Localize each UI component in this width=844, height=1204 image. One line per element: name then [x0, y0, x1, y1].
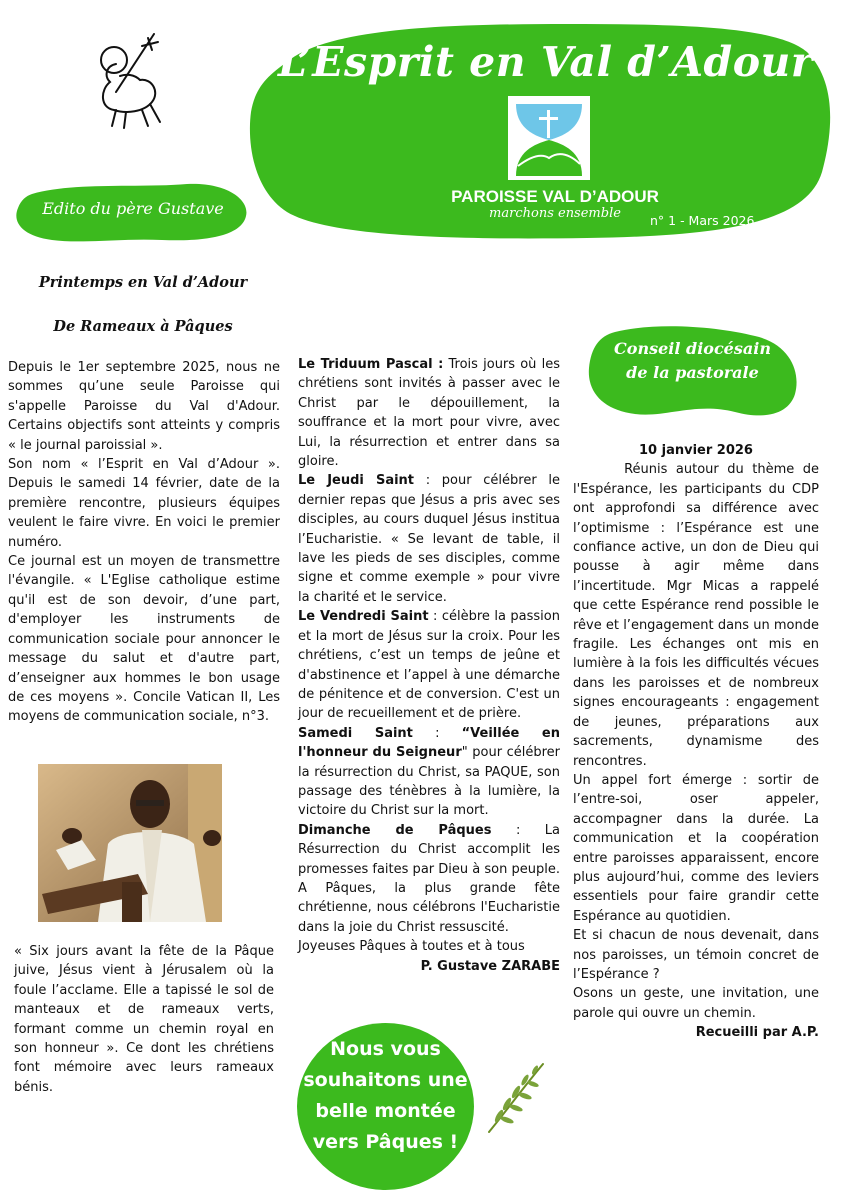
newsletter-title: L’Esprit en Val d’Adour: [278, 38, 813, 86]
edito-label: Edito du père Gustave: [42, 199, 224, 218]
vendredi-paragraph: [298, 607, 560, 723]
edito-paragraph-3: Ce journal est un moyen de transmettre l'évangile. « L'Eglise catholique estime qu'il est de son devoir, d’une part, d'employer les instruments de communication sociale pour annoncer le message du salut et d'autre part, d’enseigner aux hommes le bon usage de ces moyens ». Concile Vatican II, Les moyens de communication sociale, n°3.: [8, 554, 280, 725]
jeudi-paragraph: [298, 471, 560, 607]
vendredi-text: : célèbre la passion et la mort de Jésus sur la croix. Pour les chrétiens, c’est un temps de jeûne et d'abstinence et l’appel à une démarche de pénitence et de conversion. C'est un jour de recueillement et de prière.: [298, 609, 560, 722]
conseil-paragraph-1: Réunis autour du thème de l'Espérance, les participants du CDP ont approfondi sa différence avec l’optimisme : l’Espérance est une confiance active, un don de Dieu qui pousse à agir même dans l’incertitude. Mgr Micas a rappelé que cette Espérance rend possible le rêve et l’engagement dans un monde fragile. Les échanges ont mis en lumière à la fois les difficultés vécues dans les paroisses et de nombreux signes encourageants : engagement de jeunes, préparations aux sacrements, dynamisme des rencontres.: [573, 462, 824, 769]
conseil-paragraph-2: Un appel fort émerge : sortir de l’entre-soi, oser appeler, accompagner dans la durée. La communication et la coopération entre paroisses apparaissent, encore plus aujourd’hui, comme des leviers essentiels pour faire grandir cette Espérance au quotidien.: [573, 772, 819, 924]
samedi-label: Samedi Saint: [298, 725, 413, 741]
article-heading: Printemps en Val d’Adour: [38, 274, 248, 291]
column-conseil: [573, 441, 824, 1043]
triduum-paragraph: [298, 355, 560, 471]
column-rameaux: [14, 942, 274, 1097]
column-edito: [8, 358, 280, 727]
edito-signature: P. Gustave ZARABE: [420, 958, 560, 974]
dimanche-text: : La Résurrection du Christ accomplit les promesses faites par Dieu à son peuple. A Pâques, la plus grande fête chrétienne, nous célébrons l'Eucharistie dans la joie du Christ ressuscité.: [298, 822, 561, 935]
conseil-title-line2: de la pastorale: [626, 363, 759, 382]
palm-branch-icon: [483, 1058, 547, 1136]
parish-logo: [508, 96, 590, 180]
vendredi-label: Le Vendredi Saint: [298, 609, 429, 625]
samedi-text: " pour célébrer la résurrection du Christ, sa PAQUE, son passage des ténèbres à la lumière, la victoire du Christ sur la mort.: [298, 745, 560, 819]
issue-number: n° 1 - Mars 2026: [650, 213, 755, 228]
rameaux-paragraph: « Six jours avant la fête de la Pâque juive, Jésus vient à Jérusalem où la foule l’acclame. Elle a tapissé le sol de manteaux et de rameaux verts, formant comme un chemin royal en son honneur ». Ce dont les chrétiens font mémoire avec leurs rameaux bénis.: [14, 944, 274, 1095]
priest-photo: [38, 764, 222, 922]
edito-paragraph-2: Son nom « l’Esprit en Val d’Adour ». Depuis le samedi 14 février, date de la première rencontre, plusieurs équipes veulent le faire vivre. En voici le premier numéro.: [8, 457, 280, 550]
column-semaine-sainte: [298, 355, 560, 976]
triduum-text: Trois jours où les chrétiens sont invités à passer avec le Christ par le dépouillement, la souffrance et la mort pour vivre, avec Lui, la résurrection et entrer dans sa gloire.: [298, 357, 560, 470]
parish-motto: marchons ensemble: [489, 206, 621, 221]
edito-paragraph-1: Depuis le 1er septembre 2025, nous ne sommes qu’une seule Paroisse qui s'appelle Paroisse du Val d'Adour. Certains objectifs sont atteints y compris « le journal paroissial ».: [8, 360, 280, 453]
dimanche-label: Dimanche de Pâques: [298, 822, 492, 838]
triduum-label: Le Triduum Pascal :: [298, 357, 444, 372]
jeudi-label: Le Jeudi Saint: [298, 473, 415, 489]
conseil-paragraph-3: Et si chacun de nous devenait, dans nos paroisses, un témoin concret de l’Espérance ?: [573, 928, 819, 982]
conseil-date: 10 janvier 2026: [639, 443, 753, 458]
conseil-title-line1: Conseil diocésain: [614, 339, 771, 358]
lamb-icon: [86, 30, 168, 132]
samedi-colon: :: [412, 725, 462, 741]
conseil-paragraph-4: Osons un geste, une invitation, une parole qui ouvre un chemin.: [573, 986, 819, 1021]
jeudi-text: : pour célébrer le dernier repas que Jésus a pris avec ses disciples, au cours duquel Jésus institua l’Eucharistie. « Se levant de table, il lave les pieds de ses disciples, comme signe et comme exemple » pour vivre la charité et le service.: [298, 473, 560, 605]
samedi-quote: “Veillée en l'honneur du Seigneur: [298, 725, 560, 761]
conseil-signature: Recueilli par A.P.: [695, 1025, 819, 1041]
closing-wish: Joyeuses Pâques à toutes et à tous: [298, 939, 525, 955]
parish-name: PAROISSE VAL D’ADOUR: [451, 187, 659, 206]
samedi-paragraph: [298, 724, 560, 821]
article-subheading: De Rameaux à Pâques: [53, 318, 233, 335]
easter-wish-text: Nous vous souhaitons une belle montée vers Pâques !: [303, 1038, 468, 1153]
dimanche-paragraph: [298, 821, 560, 937]
